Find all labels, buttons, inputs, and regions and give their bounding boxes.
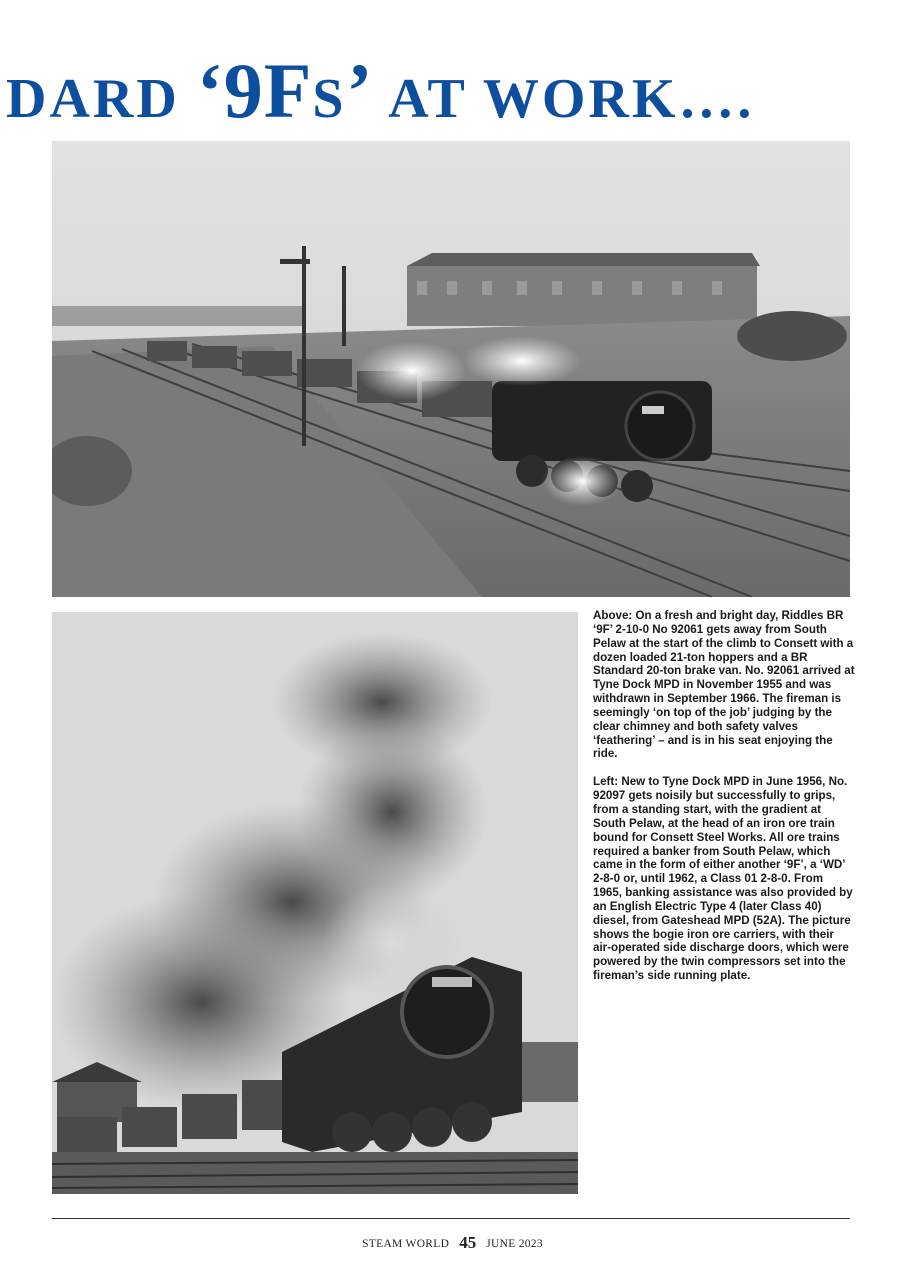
headline-part-3: S xyxy=(312,68,347,130)
photo-icon xyxy=(52,141,850,597)
caption-above: Above: On a fresh and bright day, Riddles BR ‘9F’ 2-10-0 No 92061 gets away from South Pelaw at the start of the climb to Consett with a dozen loaded 21-ton hoppers and a BR Standard 20-ton brake van. No. 92061 arrived at Tyne Dock MPD in November 1955 and was withdrawn in September 1966. The fireman is seemingly ‘on top of the job’ judging by the clear chimney and both safety valves ‘feathering’ – and is in his seat enjoying the ride. xyxy=(593,609,855,761)
page-headline xyxy=(6,47,755,134)
footer-magazine: STEAM WORLD xyxy=(362,1238,450,1250)
footer-page-number: 45 xyxy=(459,1233,477,1252)
headline-part-2: ‘9F xyxy=(196,47,313,134)
headline-part-1: DARD xyxy=(6,68,197,130)
left-photo xyxy=(52,612,578,1194)
footer-rule xyxy=(52,1218,850,1219)
top-photo xyxy=(52,141,850,597)
page-footer xyxy=(0,1232,905,1252)
footer-date: JUNE 2023 xyxy=(486,1238,543,1250)
caption-left: Left: New to Tyne Dock MPD in June 1956, No. 92097 gets noisily but successfully to grips, from a standing start, with the gradient at South Pelaw, at the head of an iron ore train bound for Consett Steel Works. All ore trains required a banker from South Pelaw, which came in the form of either another ‘9F’, a ‘WD’ 2-8-0 or, until 1962, a Class 01 2-8-0. From 1965, banking assistance was also provided by an English Electric Type 4 (later Class 40) diesel, from Gateshead MPD (52A). The picture shows the bogie iron ore carriers, with their air-operated side discharge doors, which were powered by the twin compressors set into the fireman’s side running plate. xyxy=(593,775,853,983)
headline-part-5: AT WORK…. xyxy=(388,68,755,130)
captions xyxy=(593,609,855,997)
photo-icon xyxy=(52,612,578,1194)
headline-part-4: ’ xyxy=(346,47,389,134)
